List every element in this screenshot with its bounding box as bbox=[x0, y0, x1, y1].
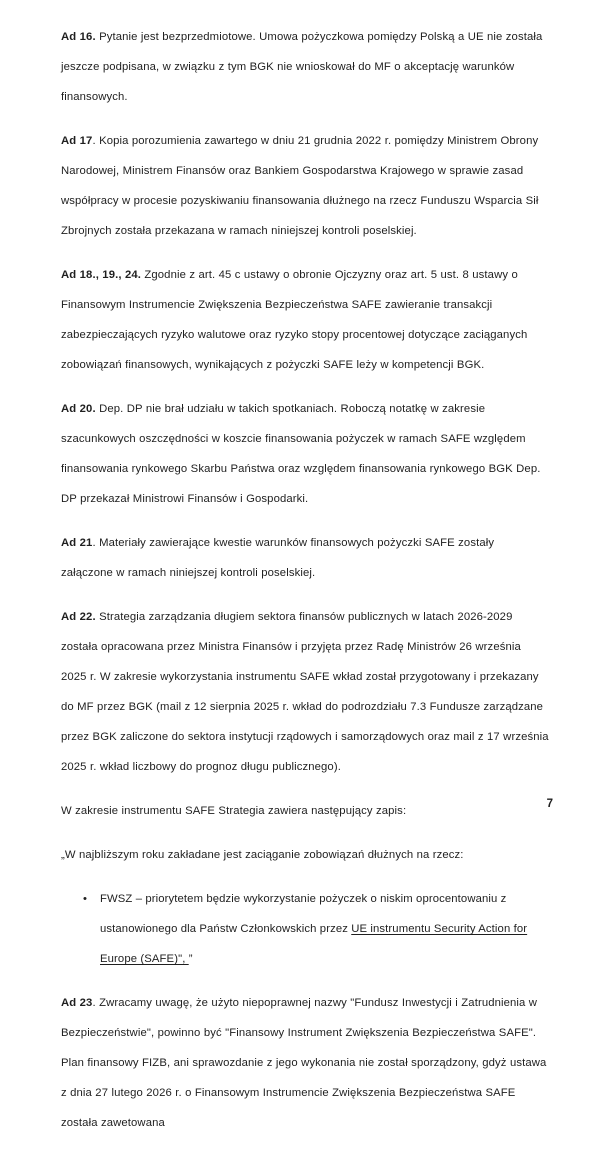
paragraph-text-ad21: . Materiały zawierające kwestie warunków finansowych pożyczki SAFE zostały załączone w ramach niniejszej kontroli poselskiej. bbox=[61, 537, 495, 579]
paragraph-lead-ad16: Ad 16. bbox=[61, 31, 96, 43]
paragraph-lead-ad21: Ad 21 bbox=[61, 537, 93, 549]
list-item bbox=[61, 884, 549, 974]
paragraph-lead-ad18-19-24: Ad 18., 19., 24. bbox=[61, 269, 142, 281]
paragraph-ad21 bbox=[61, 528, 549, 588]
paragraph-ad18-19-24 bbox=[61, 260, 549, 380]
paragraph-lead-ad20: Ad 20. bbox=[61, 403, 96, 415]
paragraph-text-ad23: . Zwracamy uwagę, że użyto niepoprawnej nazwy "Fundusz Inwestycji i Zatrudnienia w Bezpieczeństwie", powinno być "Finansowy Instrument Zwiększenia Bezpieczeństwa SAFE". Plan finansowy FIZB, ani sprawozdanie z jego wykonania nie został sporządzony, gdyż ustawa z dnia 27 lutego 2026 r. o Finansowym Instrumencie Zwiększenia Bezpieczeństwa SAFE została zawetowana bbox=[61, 997, 547, 1129]
paragraph-text-strategia-intro: W zakresie instrumentu SAFE Strategia zawiera następujący zapis: bbox=[61, 805, 407, 817]
paragraph-quote-open bbox=[61, 840, 549, 870]
paragraph-ad20 bbox=[61, 394, 549, 514]
paragraph-ad22 bbox=[61, 602, 549, 782]
page-number: 7 bbox=[546, 798, 553, 810]
paragraph-strategia-intro bbox=[61, 796, 549, 826]
paragraph-lead-ad22: Ad 22. bbox=[61, 611, 96, 623]
paragraph-text-ad18-19-24: Zgodnie z art. 45 c ustawy o obronie Ojczyzny oraz art. 5 ust. 8 ustawy o Finansowym Instrumencie Zwiększenia Bezpieczeństwa SAFE zawieranie transakcji zabezpieczających ryzyko walutowe oraz ryzyko stopy procentowej dotyczące zaciąganych zobowiązań finansowych, wynikających z pożyczki SAFE leży w kompetencji BGK. bbox=[61, 269, 528, 371]
paragraph-lead-ad23: Ad 23 bbox=[61, 997, 93, 1009]
paragraph-ad17 bbox=[61, 126, 549, 246]
paragraph-text-quote-open: „W najbliższym roku zakładane jest zaciąganie zobowiązań dłużnych na rzecz: bbox=[61, 849, 464, 861]
bullet-dot-icon: • bbox=[83, 893, 88, 905]
bullet-text-trailing: ” bbox=[188, 953, 193, 965]
bullet-list bbox=[61, 884, 549, 974]
paragraph-lead-ad17: Ad 17 bbox=[61, 135, 93, 147]
bullet-text-underlined: UE instrumentu Security Action for Europe (SAFE)", bbox=[100, 923, 528, 965]
document-body bbox=[61, 22, 549, 1152]
paragraph-text-ad17: . Kopia porozumienia zawartego w dniu 21 grudnia 2022 r. pomiędzy Ministrem Obrony Narodowej, Ministrem Finansów oraz Bankiem Gospodarstwa Krajowego w sprawie zasad współpracy w procesie pozyskiwaniu finansowania dłużnego na rzecz Funduszu Wsparcia Sił Zbrojnych została przekazana w ramach niniejszej kontroli poselskiej. bbox=[61, 135, 539, 237]
paragraph-text-ad20: Dep. DP nie brał udziału w takich spotkaniach. Roboczą notatkę w zakresie szacunkowych oszczędności w koszcie finansowania pożyczek w ramach SAFE względem finansowania rynkowego Skarbu Państwa oraz względem finansowania rynkowego BGK Dep. DP przekazał Ministrowi Finansów i Gospodarki. bbox=[61, 403, 541, 505]
paragraph-ad16 bbox=[61, 22, 549, 112]
paragraph-ad23 bbox=[61, 988, 549, 1138]
paragraph-text-ad16: Pytanie jest bezprzedmiotowe. Umowa pożyczkowa pomiędzy Polską a UE nie została jeszcze podpisana, w związku z tym BGK nie wnioskował do MF o akceptację warunków finansowych. bbox=[61, 31, 543, 103]
paragraph-text-ad22: Strategia zarządzania długiem sektora finansów publicznych w latach 2026-2029 została opracowana przez Ministra Finansów i przyjęta przez Radę Ministrów 26 września 2025 r. W zakresie wykorzystania instrumentu SAFE wkład został przygotowany i przekazany do MF przez BGK (mail z 12 sierpnia 2025 r. wkład do podrozdziału 7.3 Fundusze zarządzane przez BGK zaliczone do sektora instytucji rządowych i samorządowych oraz mail z 17 września 2025 r. wkład liczbowy do prognoz długu publicznego). bbox=[61, 611, 549, 773]
bullet-text-plain: FWSZ – priorytetem będzie wykorzystanie pożyczek o niskim oprocentowaniu z ustanowionego dla Państw Członkowskich przez bbox=[100, 893, 507, 935]
